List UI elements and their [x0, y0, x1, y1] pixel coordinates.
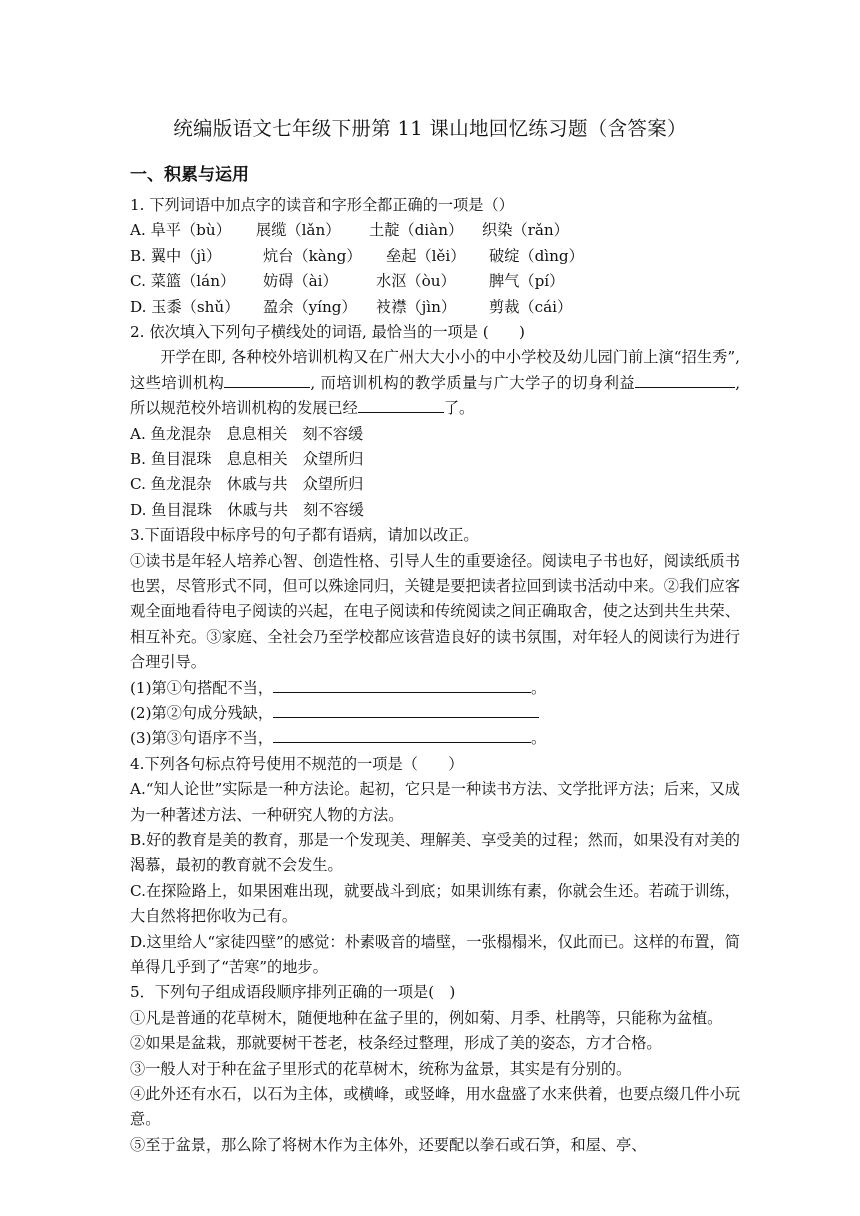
q4-option-c: C.在探险路上，如果困难出现，就要战斗到底；如果训练有素，你就会生还。若疏于训练，大自然将把你收为己有。 [130, 881, 740, 926]
q1-c-word-1: C. 菜篮（lán） [130, 272, 236, 291]
q3-answer-3 [130, 726, 740, 751]
q2-blank-2[interactable] [635, 371, 735, 388]
q4-option-a: A.“知人论世”实际是一种方法论。起初，它只是一种读书方法、文学批评方法；后来，又成为一种著述方法、一种研究人物的方法。 [130, 780, 740, 824]
page-title: 统编版语文七年级下册第 11 课山地回忆练习题（含答案） [173, 117, 687, 140]
q3-answer-1 [130, 676, 740, 701]
q1-stem: 1. 下列词语中加点字的读音和字形全都正确的一项是（） [130, 196, 514, 214]
q1-a-word-3: 土靛（diàn） [369, 221, 464, 240]
q2-passage-part-2: , 而培训机构的教学质量与广大学子的切身利益 [310, 373, 636, 392]
q1-d-word-2: 盈余（yíng） [263, 297, 357, 316]
q5-item-2: ②如果是盆栽，那就要树干苍老，枝条经过整理，形成了美的姿态，方才合格。 [130, 1034, 662, 1053]
q1-d-word-1: D. 玉黍（shǔ） [130, 297, 240, 316]
q2-option-d: D. 鱼目混珠 休戚与共 刻不容缓 [130, 500, 364, 519]
q1-option-a [130, 218, 740, 243]
q3-answer-3-blank[interactable] [273, 726, 531, 743]
q2-stem: 2. 依次填入下列句子横线处的词语, 最恰当的一项是 ( ) [130, 322, 525, 341]
q3-answer-3-label: (3)第③句语序不当， [130, 729, 274, 748]
q2-passage-part-4: 了。 [443, 399, 475, 418]
q1-a-word-1: A. 阜平（bù） [130, 221, 231, 240]
q3-stem: 3.下面语段中标序号的句子都有语病，请加以改正。 [130, 526, 479, 545]
q1-b-word-4: 破绽（dìng） [489, 246, 584, 265]
q1-b-word-2: 炕台（kàng） [263, 246, 362, 265]
q2-passage-part-1: 开学在即, 各种校外培训机构又在广州大大小小的中小学校及幼儿园门前上演“招生秀”, 这些培训机构 [130, 348, 740, 392]
q5-item-5: ⑤至于盆景，那么除了将树木作为主体外，还要配以拳石或石笋，和屋、亭、 [130, 1135, 647, 1154]
q3-answer-1-end: 。 [531, 678, 547, 697]
q2-option-a: A. 鱼龙混杂 息息相关 刻不容缓 [130, 424, 364, 443]
q3-answer-2 [130, 701, 740, 726]
q3-answer-2-blank[interactable] [273, 701, 539, 718]
q5-stem: 5．下列句子组成语段顺序排列正确的一项是( ) [130, 983, 456, 1002]
q2-passage-part-3: , 所以规范校外培训机构的发展已经 [130, 373, 741, 418]
q5-item-1: ①凡是普通的花草树木，随便地种在盆子里的，例如菊、月季、杜鹃等，只能称为盆植。 [130, 1008, 723, 1027]
q3-answer-3-end: 。 [531, 729, 547, 748]
q2-passage [130, 345, 740, 421]
q1-option-c [130, 269, 740, 294]
section-heading: 一、积累与运用 [130, 165, 249, 185]
q4-option-d: D.这里给人“家徒四壁”的感觉：朴素吸音的墙壁，一张榻榻米，仅此而已。这样的布置，简单得几乎到了“苦寒”的地步。 [130, 932, 740, 976]
q2-blank-1[interactable] [224, 371, 310, 388]
document-body [130, 193, 740, 1158]
q4-stem: 4.下列各句标点符号使用不规范的一项是（ ） [130, 754, 464, 773]
q2-option-b: B. 鱼目混珠 息息相关 众望所归 [130, 449, 364, 468]
q3-answer-2-label: (2)第②句成分残缺， [130, 703, 274, 722]
q1-a-word-4: 织染（rǎn） [482, 221, 569, 240]
q2-option-c: C. 鱼龙混杂 休戚与共 众望所归 [130, 475, 364, 494]
q3-passage: ①读书是年轻人培养心智、创造性格、引导人生的重要途径。阅读电子书也好，阅读纸质书也罢，尽管形式不同，但可以殊途同归，关键是要把读者拉回到读书活动中来。②我们应客观全面地看待电子阅读的兴起，在电子阅读和传统阅读之间正确取舍，使之达到共生共荣、相互补充。③家庭、全社会乃至学校都应该营造良好的读书氛围，对年轻人的阅读行为进行合理引导。 [130, 551, 740, 672]
q1-d-word-4: 剪裁（cái） [489, 297, 573, 316]
q1-a-word-2: 展缆（lǎn） [256, 221, 341, 240]
q1-c-word-2: 妨碍（ài） [263, 272, 338, 291]
q5-item-3: ③一般人对于种在盆子里形式的花草树木，统称为盆景，其实是有分别的。 [130, 1059, 632, 1078]
q4-option-b: B.好的教育是美的教育，那是一个发现美、理解美、享受美的过程；然而，如果没有对美的渴慕，最初的教育就不会发生。 [130, 830, 740, 875]
q1-c-word-4: 脾气（pí） [489, 272, 565, 291]
q3-answer-1-label: (1)第①句搭配不当， [130, 678, 274, 697]
q1-c-word-3: 水沤（òu） [376, 272, 456, 291]
q1-d-word-3: 衼襟（jìn） [376, 297, 457, 316]
q1-b-word-3: 垒起（lěi） [386, 246, 466, 265]
q1-option-b [130, 244, 740, 269]
q5-item-4: ④此外还有水石，以石为主体，或横峰，或竖峰，用水盘盛了水来供着，也要点缀几件小玩意。 [130, 1084, 740, 1129]
q1-option-d [130, 295, 740, 320]
q2-blank-3[interactable] [358, 396, 444, 413]
q1-b-word-1: B. 翼中（jì） [130, 246, 222, 265]
q3-answer-1-blank[interactable] [273, 676, 531, 693]
